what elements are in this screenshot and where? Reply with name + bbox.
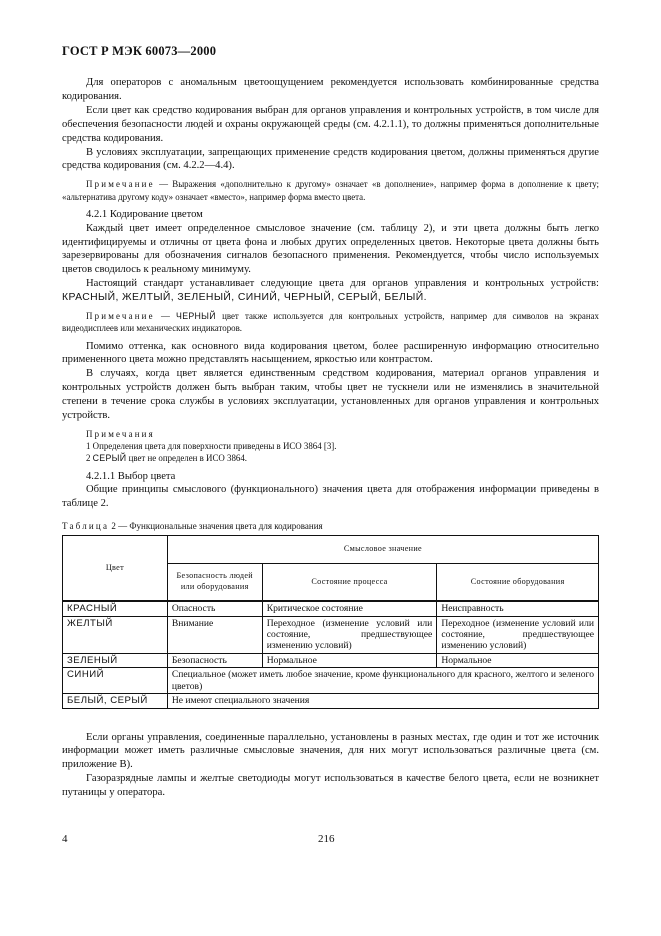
paragraph <box>62 277 599 305</box>
table-cell-process: Нормальное <box>262 653 437 667</box>
table-caption-text: 2 — Функциональные значения цвета для кодирования <box>109 521 323 532</box>
color-meaning-table <box>62 535 599 708</box>
note-item: 1 Определения цвета для поверхности приведены в ИСО 3864 [3]. <box>86 441 337 452</box>
notes-label: Примечания <box>86 428 155 439</box>
paragraph: Если цвет как средство кодирования выбран для органов управления и контрольных устройств, в том числе для обеспечения безопасности людей и охраны окружающей среды (см. 4.2.1.1), то должны применяться дополнительные средства кодирования. <box>62 104 599 144</box>
note-item-number: 2 <box>86 453 93 464</box>
paragraph: Газоразрядные лампы и желтые светодиоды могут использоваться в качестве белого цвета, если не возникнет путаницы у оператора. <box>62 773 599 799</box>
paragraph: Если органы управления, соединенные параллельно, установлены в разных местах, где один и тот же источник информации может иметь различные смысловые значения, для них могут использоваться различные цвета (см. приложение В). <box>62 731 599 771</box>
note-item-text: цвет не определен в ИСО 3864. <box>126 453 247 464</box>
table-cell-equipment: Нормальное <box>437 653 599 667</box>
note-item-color: СЕРЫЙ <box>92 453 127 464</box>
table-row <box>63 616 599 653</box>
table-cell-equipment: Переходное (изменение условий или состояние, предшествующее изменению условий) <box>437 616 599 653</box>
table-cell-color: ЖЕЛТЫЙ <box>63 616 168 653</box>
paragraph: Каждый цвет имеет определенное смысловое значение (см. таблицу 2), и эти цвета должны быть легко идентифицируемы и отличны от цвета фона и любых других определенных цветов. Некоторые цвета должны быть зарезервированы для обозначения сигналов безопасного применения. Рекомендуется, чтобы число используемых цветов сводилось к реальному минимуму. <box>62 222 599 276</box>
table-cell-process: Критическое состояние <box>262 601 437 616</box>
table-header-safety: Безопасность людей или оборудования <box>167 563 262 601</box>
document-header: ГОСТ Р МЭК 60073—2000 <box>62 44 217 58</box>
table-row <box>63 601 599 616</box>
note-text: — Выражения «дополнительно к другому» означает «в дополнение», например форма в дополнение к цвету; «альтернатива другому коду» означает «вместо», например форма вместо цвета. <box>62 179 599 202</box>
page-number-center: 216 <box>318 833 335 845</box>
section-heading-4-2-1: 4.2.1 Кодирование цветом <box>86 208 203 220</box>
paragraph: В случаях, когда цвет является единственным средством кодирования, материал органов управления и контрольных устройств должен быть выбран таким, чтобы цвет не тускнели или не изменялись в значительной степени в течение срока службы в условиях эксплуатации, установленных для органов управления и контрольных устройств. <box>62 368 599 422</box>
table-cell-color: КРАСНЫЙ <box>63 601 168 616</box>
table-caption-label: Таблица <box>62 521 110 532</box>
note-text: цвет также используется для контрольных устройств, например для символов на экранах видеодисплеев или механических индикаторов. <box>62 311 599 334</box>
table-caption <box>62 520 599 532</box>
note-dash: — <box>154 311 177 322</box>
section-heading-4-2-1-1: 4.2.1.1 Выбор цвета <box>86 470 176 482</box>
page-number-left: 4 <box>62 833 68 845</box>
table-header-equipment: Состояние оборудования <box>437 563 599 601</box>
table-cell-safety: Опасность <box>167 601 262 616</box>
table-header-color: Цвет <box>63 536 168 602</box>
table-cell-meaning: Специальное (может иметь любое значение, кроме функционального для красного, желтого и зеленого цветов) <box>167 668 598 694</box>
table-cell-process: Переходное (изменение условий или состояние, предшествующее изменению условий) <box>262 616 437 653</box>
table-row <box>63 653 599 667</box>
table-cell-equipment: Неисправность <box>437 601 599 616</box>
table-header-process: Состояние процесса <box>262 563 437 601</box>
table-cell-safety: Внимание <box>167 616 262 653</box>
note-color: ЧЕРНЫЙ <box>176 311 216 322</box>
table-cell-safety: Безопасность <box>167 653 262 667</box>
note-item <box>62 452 599 464</box>
table-cell-color: СИНИЙ <box>63 668 168 694</box>
table-row <box>63 668 599 694</box>
paragraph: Для операторов с аномальным цветоощущением рекомендуется использовать комбинированные средства кодирования. <box>62 77 599 102</box>
paragraph: Помимо оттенка, как основного вида кодирования цветом, более расширенную информацию относительно примененного цвета можно представлять насыщением, яркостью или контрастом. <box>62 340 599 366</box>
color-list: КРАСНЫЙ, ЖЕЛТЫЙ, ЗЕЛЕНЫЙ, СИНИЙ, ЧЕРНЫЙ, СЕРЫЙ, БЕЛЫЙ. <box>62 292 427 304</box>
table-row <box>63 694 599 708</box>
table-cell-meaning: Не имеют специального значения <box>167 694 598 708</box>
note <box>62 310 599 334</box>
paragraph-text: Настоящий стандарт устанавливает следующие цвета для органов управления и контрольных устройств: <box>86 278 599 290</box>
table-cell-color: БЕЛЫЙ, СЕРЫЙ <box>63 694 168 708</box>
paragraph: Общие принципы смыслового (функционального) значения цвета для отображения информации приведены в таблице 2. <box>62 484 599 510</box>
note-label: Примечание <box>86 179 155 190</box>
page-content <box>62 76 599 800</box>
table-header-meaning: Смысловое значение <box>167 536 598 563</box>
note-label: Примечание <box>86 311 155 322</box>
table-cell-color: ЗЕЛЕНЫЙ <box>63 653 168 667</box>
note <box>62 178 599 202</box>
paragraph: В условиях эксплуатации, запрещающих применение средств кодирования цветом, должны применяться другие средства кодирования (см. 4.2.2—4.4). <box>62 146 599 172</box>
